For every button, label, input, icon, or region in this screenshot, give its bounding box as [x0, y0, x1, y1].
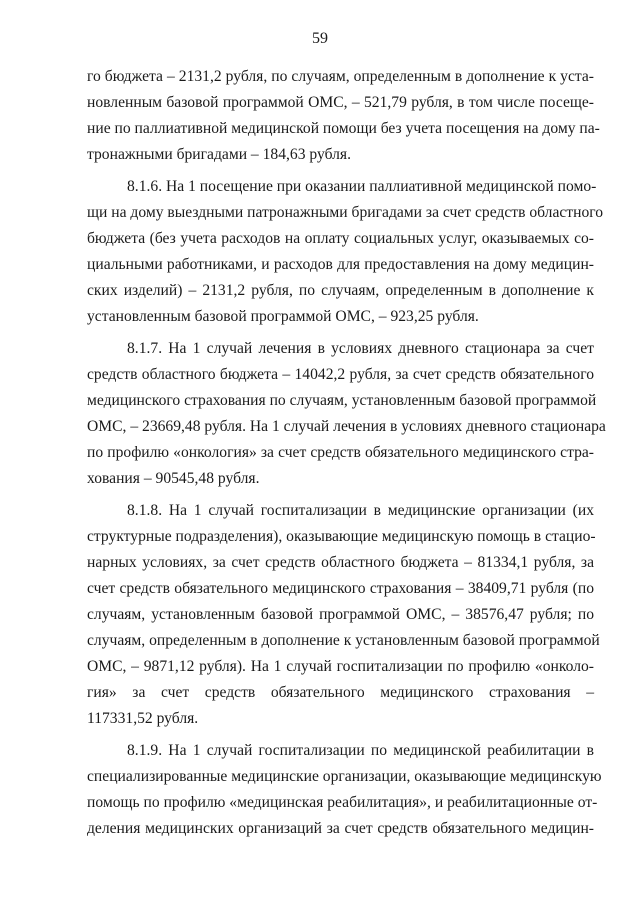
text-line: медицинского страхования по случаям, установленным базовой программой [87, 392, 597, 409]
document-body [87, 64, 606, 848]
text-line: по профилю «онкология» за счет средств обязательного медицинского стра- [87, 444, 594, 461]
text-line: помощь по профилю «медицинская реабилитация», и реабилитационные от- [87, 794, 598, 811]
text-line: ОМС, – 9871,12 рубля). На 1 случай госпитализации по профилю «онколо- [87, 658, 594, 675]
text-line: специализированные медицинские организации, оказывающие медицинскую [87, 768, 602, 785]
text-line: гия» за счет средств обязательного медицинского страхования – [87, 684, 594, 701]
paragraph-8-1-6 [87, 174, 604, 330]
text-line: 8.1.7. На 1 случай лечения в условиях дневного стационара за счет [127, 340, 594, 357]
text-line: структурные подразделения), оказывающие медицинскую помощь в стацио- [87, 528, 596, 545]
text-line: ских изделий) – 2131,2 рубля, по случаям, определенным в дополнение к [87, 282, 594, 299]
text-line: новленным базовой программой ОМС, – 521,79 рубля, в том числе посеще- [87, 94, 594, 111]
text-line: средств областного бюджета – 14042,2 рубля, за счет средств обязательного [87, 366, 594, 383]
text-line: случаям, установленным базовой программой ОМС, – 38576,47 рубля; по [87, 606, 594, 623]
text-line: циальными работниками, и расходов для предоставления на дому медицин- [87, 256, 594, 273]
text-line: 8.1.9. На 1 случай госпитализации по медицинской реабилитации в [127, 742, 594, 759]
paragraph-8-1-7 [87, 336, 606, 492]
page-number: 59 [312, 30, 328, 47]
text-line: го бюджета – 2131,2 рубля, по случаям, определенным в дополнение к уста- [87, 68, 594, 85]
text-line: ние по паллиативной медицинской помощи без учета посещения на дому па- [87, 120, 600, 137]
text-line: нарных условиях, за счет средств областного бюджета – 81334,1 рубля, за [87, 554, 594, 571]
text-line: 8.1.8. На 1 случай госпитализации в медицинские организации (их [127, 502, 594, 519]
text-line: деления медицинских организаций за счет средств обязательного медицин- [87, 820, 594, 837]
text-line: бюджета (без учета расходов на оплату социальных услуг, оказываемых со- [87, 230, 594, 247]
text-line: хования – 90545,48 рубля. [87, 470, 260, 487]
text-line: 8.1.6. На 1 посещение при оказании паллиативной медицинской помо- [127, 178, 597, 195]
text-line: случаям, определенным в дополнение к установленным базовой программой [87, 632, 600, 649]
text-line: счет средств обязательного медицинского страхования – 38409,71 рубля (по [87, 580, 594, 597]
text-line: установленным базовой программой ОМС, – 923,25 рубля. [87, 308, 479, 325]
paragraph-8-1-9 [87, 738, 602, 842]
text-line: тронажными бригадами – 184,63 рубля. [87, 146, 351, 163]
paragraph-8-1-8 [87, 498, 600, 732]
text-line: ОМС, – 23669,48 рубля. На 1 случай лечения в условиях дневного стационара [87, 418, 606, 435]
paragraph-continuation [87, 64, 600, 168]
text-line: 117331,52 рубля. [87, 710, 199, 727]
text-line: щи на дому выездными патронажными бригадами за счет средств областного [87, 204, 604, 221]
